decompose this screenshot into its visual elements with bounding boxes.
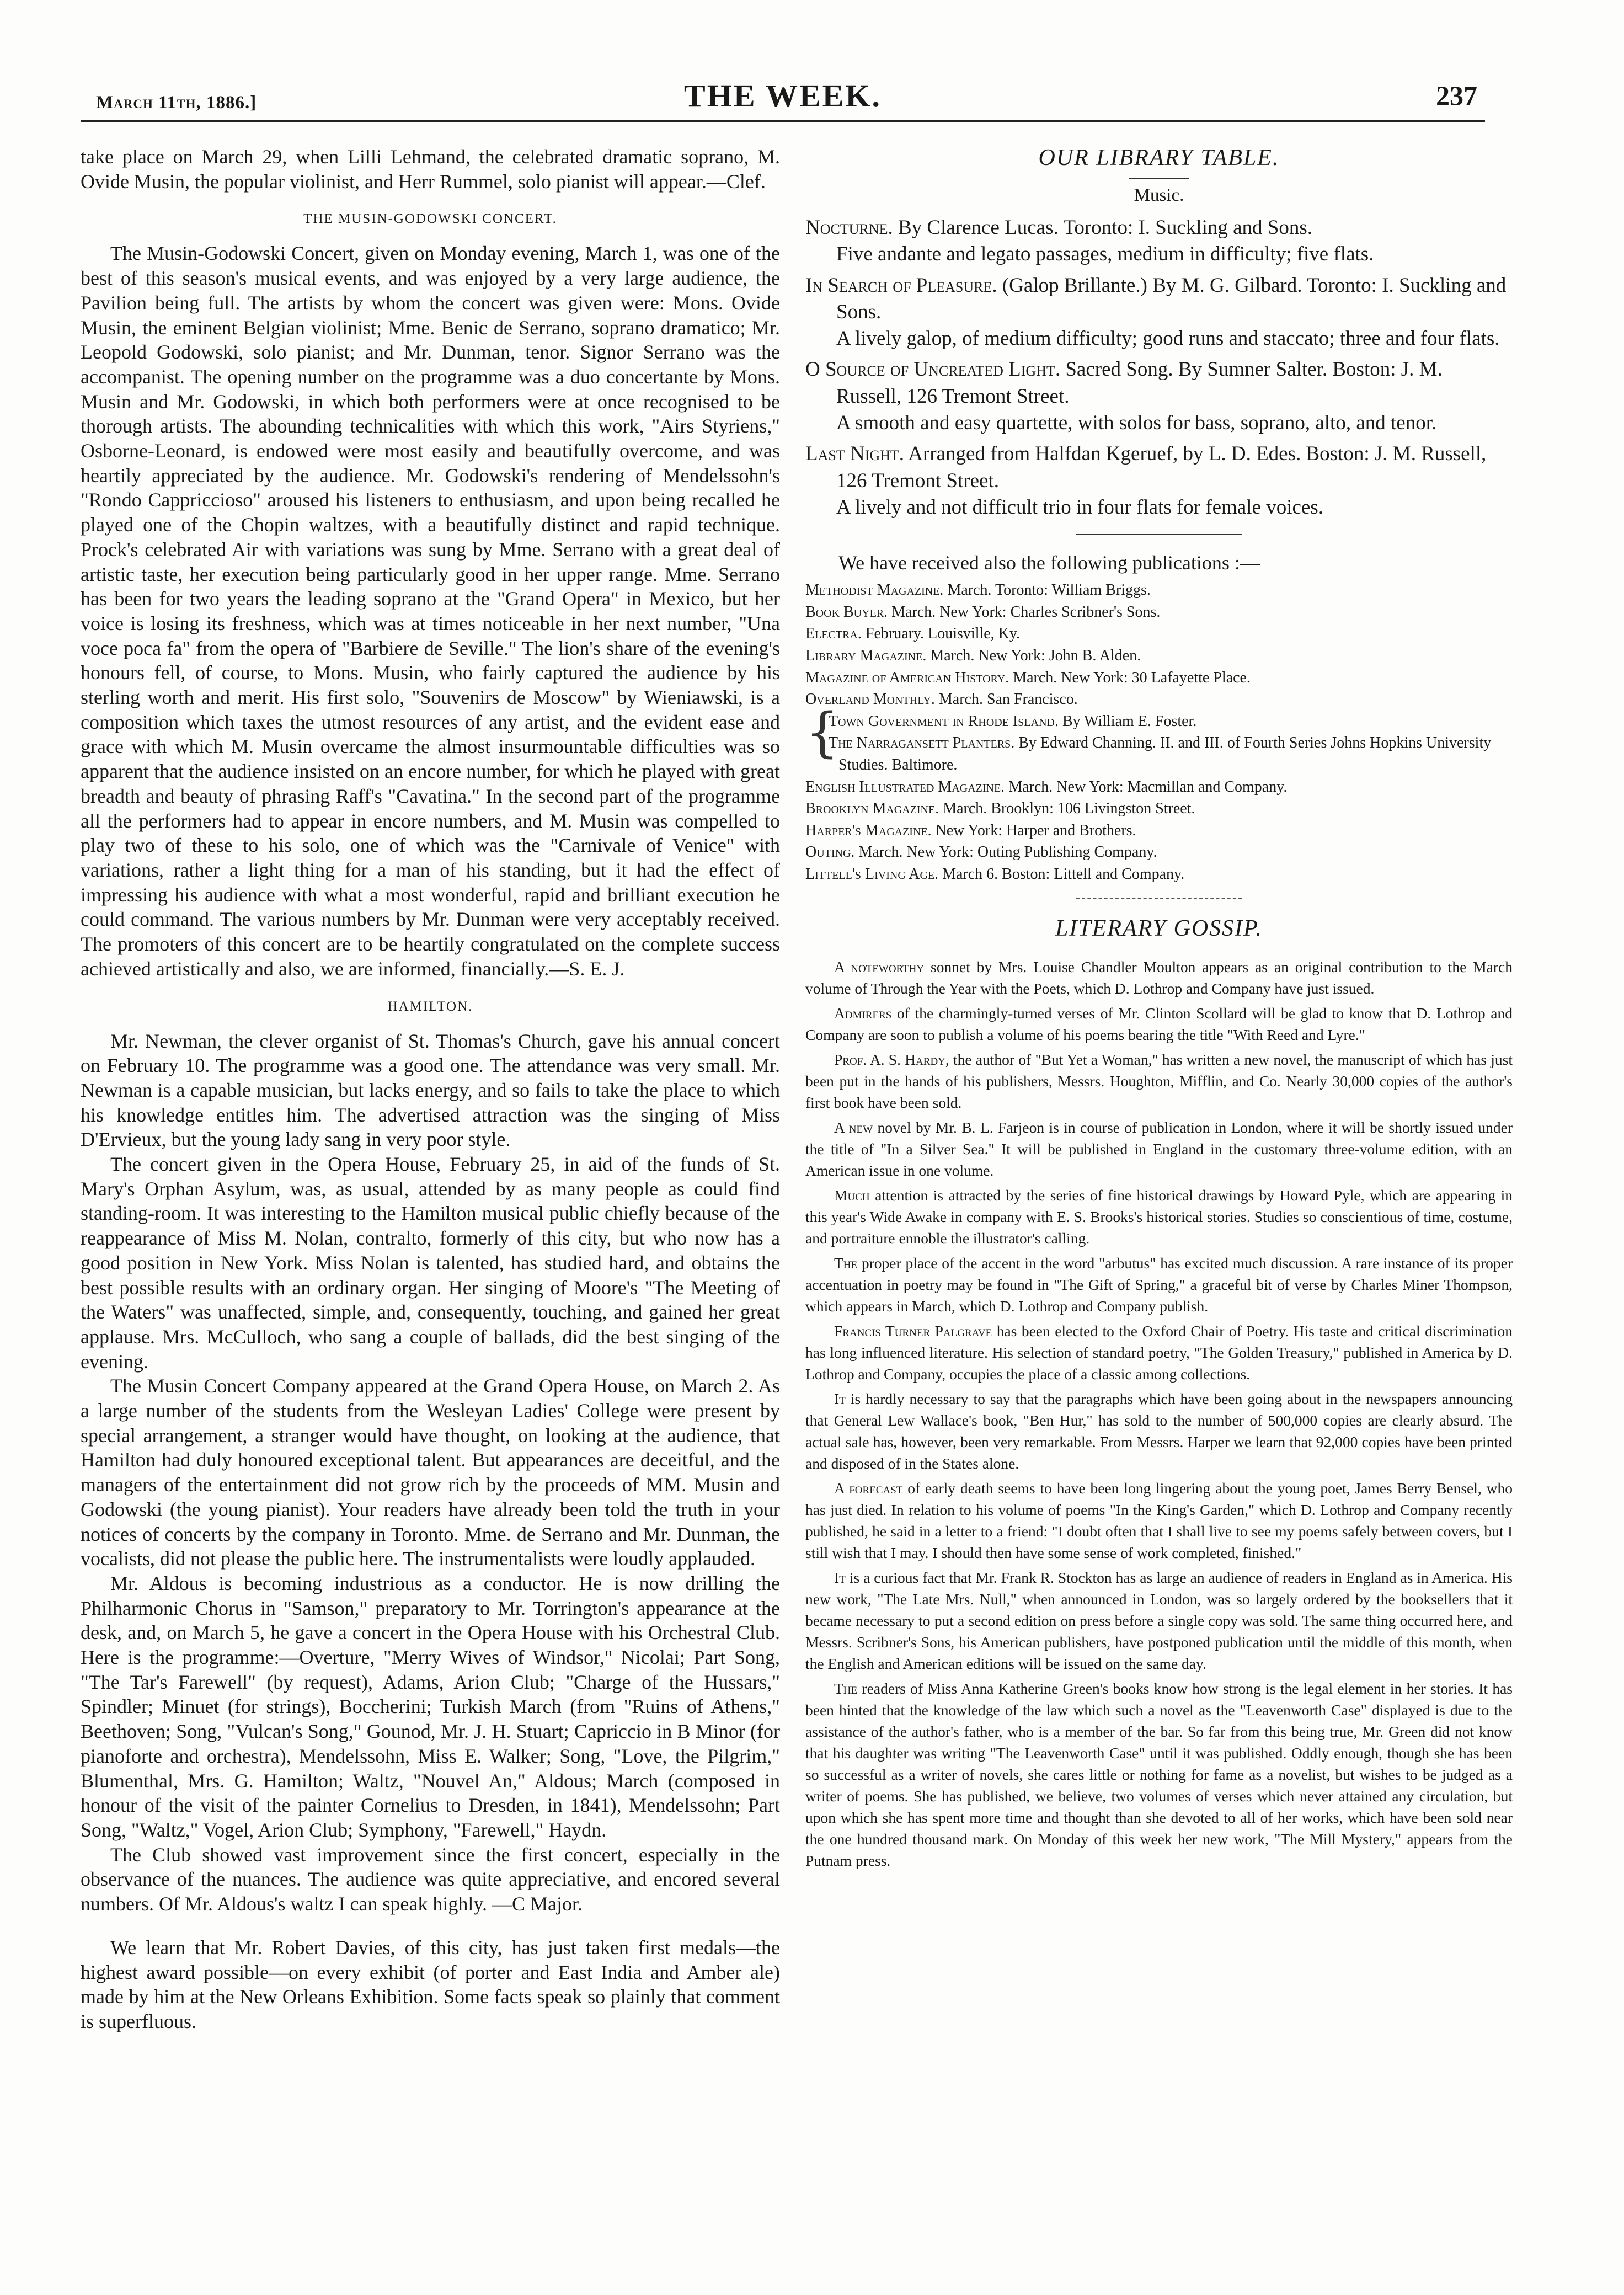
music-title: Last Night. (805, 442, 905, 466)
publication-name: Harper's Magazine. (805, 821, 932, 839)
continued-paragraph: take place on March 29, when Lilli Lehmand, the celebrated dramatic soprano, M. Ovide Musin, the popular violinist, and Herr Rummel, solo pianist will appear.—Clef. (81, 146, 780, 193)
gossip-lead: Francis Turner Palgrave (834, 1322, 992, 1339)
gossip-text: sonnet by Mrs. Louise Chandler Moulton appears as an original contribution to the March volume of Through the Year with the Poets, which D. Lothrop and Company have just issued. (805, 958, 1513, 997)
publication-entry (822, 711, 1513, 733)
music-description: A lively and not difficult trio in four flats for female voices. (836, 495, 1323, 519)
publication-name: Book Buyer. (805, 603, 888, 621)
publication-entry (805, 863, 1513, 885)
gossip-paragraph (805, 1002, 1513, 1045)
publication-name: Littell's Living Age. (805, 865, 939, 883)
gossip-lead: A noteworthy (834, 958, 925, 975)
gossip-paragraph (805, 1049, 1513, 1113)
music-title: O Source of Uncreated Light. (805, 358, 1061, 381)
publication-name: English Illustrated Magazine. (805, 778, 1005, 796)
hamilton-paragraph-4: Mr. Aldous is becoming industrious as a conductor. He is now drilling the Philharmonic Chorus in "Samson," preparatory to Mr. Torrington's appearance at the desk, and, on March 5, he gave a concert in the Opera House with his Orchestral Club. Here is the programme:—Overture, "Merry Wives of Windsor," Nicolai; Part Song, "The Tar's Farewell" (by request), Adams, Arion Club; "Charge of the Hussars," Spindler; Minuet (for strings), Boccherini; Turkish March (from "Ruins of Athens," Beethoven; Song, "Vulcan's Song," Gounod, Mr. J. H. Stuart; Capriccio in B Minor (for pianoforte and orchestra), Mendelssohn, Miss E. Walker; Song, "Love, the Pilgrim," Blumenthal, Mrs. G. Hamilton; Waltz, "Nouvel An," Aldous; March (composed in honour of the visit of the painter Cornelius to Dresden, in 1841), Mendelssohn; Part Song, "Waltz," Vogel, Arion Club; Symphony, "Farewell," Haydn. (81, 1572, 780, 1841)
publication-name: Library Magazine. (805, 647, 927, 665)
publication-entry (822, 732, 1513, 776)
gossip-lead: Admirers (834, 1004, 892, 1022)
hamilton-paragraph-5: The Club showed vast improvement since the first concert, especially in the observance of the nuances. The audience was quite appreciative, and encored several numbers. Of Mr. Aldous's waltz I can speak highly. —C Major. (81, 1843, 780, 1915)
publication-entry (805, 645, 1513, 667)
publication-details: March. New York: Outing Publishing Company. (854, 844, 1157, 861)
music-description: A smooth and easy quartette, with solos for bass, soprano, alto, and tenor. (836, 412, 1437, 435)
gossip-text: attention is attracted by the series of fine historical drawings by Howard Pyle, which are appearing in this year's Wide Awake in company with E. S. Brooks's historical stories. Studies so conscientious of time, costume, and portraiture ennoble the illustrator's calling. (805, 1186, 1513, 1247)
music-title: In Search of Pleasure. (805, 274, 997, 297)
literary-gossip-title: LITERARY GOSSIP. (1055, 915, 1263, 941)
right-column (805, 145, 1513, 1875)
publication-details: New York: Harper and Brothers. (931, 821, 1136, 839)
publication-details: March. New York: Macmillan and Company. (1005, 778, 1288, 796)
gossip-lead: It (834, 1390, 846, 1407)
gossip-text: novel by Mr. B. L. Farjeon is in course of publication in London, where it will be shortly issued under the title of "In a Silver Sea." It will be published in England in the customary three-volume edition, with an American issue in one volume. (805, 1118, 1513, 1179)
publication-name: Overland Monthly. (805, 691, 935, 708)
music-label: Music. (1134, 185, 1184, 205)
music-entry (805, 356, 1513, 410)
publications-bracket-group (805, 701, 1513, 776)
publication-entry (805, 841, 1513, 863)
music-details: Arranged from Halfdan Kgeruef, by L. D. Edes. Boston: J. M. Russell, 126 Tremont Street. (836, 442, 1487, 492)
publication-details: March. New York: Charles Scribner's Sons. (888, 603, 1161, 621)
music-title: Nocturne. (805, 216, 893, 239)
hamilton-paragraph-3: The Musin Concert Company appeared at the Grand Opera House, on March 2. As a large number of the students from the Wesleyan Ladies' College were present by special arrangement, a stranger would have thought, on looking at the audience, that Hamilton had duly honoured exceptional talent. But appearances are deceitful, and the managers of the entertainment did not grow rich by the proceeds of MM. Musin and Godowski (the young pianist). Your readers have already been told the truth in your notices of concerts by the company in Toronto. Mme. de Serrano and Mr. Dunman, the vocalists, did not please the public here. The instrumentalists were loudly applauded. (81, 1375, 780, 1570)
gossip-text: of early death seems to have been long lingering about the young poet, James Berry Bensel, who has just died. In relation to his volume of poems "In the King's Garden," which D. Lothrop and Company recently published, he said in a letter to a friend: "I doubt often that I shall live to see my poems safely between covers, but I still wish that I may. I should then have some sense of work completed, finished." (805, 1479, 1513, 1561)
publication-details: March. New York: 30 Lafayette Place. (1009, 669, 1251, 686)
gossip-text: of the charmingly-turned verses of Mr. Clinton Scollard will be glad to know that D. Lothrop and Company are soon to publish a volume of his poems bearing the title "With Reed and Lyre." (805, 1004, 1513, 1043)
masthead: THE WEEK. (684, 78, 882, 114)
publication-name: The Narragansett Planters. (829, 734, 1015, 752)
gossip-text: is hardly necessary to say that the paragraphs which have been going about in the newspapers announcing that General Lew Wallace's book, "Ben Hur," has sold to the number of 500,000 copies are clearly absurd. The actual sale has, however, been very remarkable. From Messrs. Harper we learn that 92,000 copies have been printed and disposed of in the States alone. (805, 1390, 1513, 1472)
publication-entry (805, 776, 1513, 798)
section-rule (1076, 534, 1242, 535)
gossip-text: the author of "But Yet a Woman," has written a new novel, the manuscript of which has just been put in the hands of his publishers, Messrs. Houghton, Mifflin, and Co. Nearly 30,000 copies of the author's first book have been sold. (805, 1050, 1513, 1111)
concert-review-paragraph: The Musin-Godowski Concert, given on Monday evening, March 1, was one of the best of this season's musical events, and was enjoyed by a very large audience, the Pavilion being full. The artists by whom the concert was given were: Mons. Ovide Musin, the eminent Belgian violinist; Mme. Benic de Serrano, soprano dramatico; Mr. Leopold Godowski, solo pianist; and Mr. Dunman, tenor. Signor Serrano was the accompanist. The opening number on the programme was a duo concertante by Mons. Musin and Mr. Godowski, in which both performers were at once recognised to be thorough artists. The abounding technicalities with which this work, "Airs Styriens," Osborne-Leonard, is endowed were most easily and beautifully overcome, and was heartily appreciated by the audience. Mr. Godowski's rendering of Mendelssohn's "Rondo Cappriccioso" aroused his listeners to enthusiasm, and upon being recalled he played one of the Chopin waltzes, with a beautifully distinct and rapid technique. Prock's celebrated Air with variations was sung by Mme. Serrano with a great deal of artistic taste, her execution being particularly good in her upper range. Mme. Serrano has been for two years the leading soprano at the "Grand Opera" in Mexico, but her voice is losing its freshness, which was at times noticeable in her next number, "Una voce poca fa" from the opera of "Barbiere de Seville." The lion's share of the evening's honours fell, of course, to Mons. Musin, who fairly captured the audience by his sterling worth and merit. His first solo, "Souvenirs de Moscow" by Wieniawski, is a composition which taxes the utmost resources of any artist, and the evident ease and grace with which M. Musin overcame the almost insurmountable difficulties was so apparent that the audience insisted on an encore number, for which he played with great breadth and beauty of phrasing Raff's "Cavatina." In the second part of the programme all the performers had to appear in encore numbers, and M. Musin was compelled to play two of these to his solo, one of which was the "Carnivale of Venice" with variations, rather a light thing for a man of his standing, but it had the effect of impressing his audience with what a most wonderful, rapid and brilliant execution he could command. The various numbers by Mr. Dunman were very acceptably received. The promoters of this concert are to be heartily congratulated on the complete success achieved artistically and also, we are informed, financially.—S. E. J. (81, 242, 780, 980)
publication-details: February. Louisville, Ky. (861, 625, 1021, 643)
publications-list-continued (805, 776, 1513, 885)
publication-entry (805, 579, 1513, 601)
gossip-paragraph (805, 1184, 1513, 1249)
page-header (81, 77, 1485, 121)
publication-entry (805, 601, 1513, 623)
publication-details: March. New York: John B. Alden. (926, 647, 1141, 665)
publication-entry (805, 623, 1513, 645)
publication-entry (805, 798, 1513, 820)
music-entry (805, 273, 1513, 326)
brace-glyph: { (805, 701, 840, 764)
publication-entry (805, 688, 1513, 711)
gossip-lead: The (834, 1254, 858, 1272)
gossip-lead: It (834, 1568, 846, 1586)
title-rule (1129, 178, 1189, 179)
music-list (805, 215, 1513, 521)
gossip-lead: Prof. A. S. Hardy, (834, 1050, 949, 1068)
header-rule (81, 120, 1485, 122)
gossip-text: has been elected to the Oxford Chair of Poetry. His taste and critical discrimination has long influenced literature. His selection of standard poetry, "The Golden Treasury," published in America by D. Lothrop and Company, occupies the place of a classic among collections. (805, 1322, 1513, 1383)
gossip-paragraph (805, 956, 1513, 999)
music-details: (Galop Brillante.) By M. G. Gilbard. Toronto: I. Suckling and Sons. (836, 274, 1507, 323)
left-column (81, 145, 780, 2034)
gossip-lead: A new (834, 1118, 873, 1136)
publication-details: March. Toronto: William Briggs. (943, 581, 1151, 599)
gossip-paragraph (805, 1252, 1513, 1317)
gossip-paragraph (805, 1477, 1513, 1563)
gossip-text: is a curious fact that Mr. Frank R. Stockton has as large an audience of readers in England as in America. His new work, "The Late Mrs. Null," when announced in London, was so largely ordered by the booksellers that it became necessary to put a second edition on press before a single copy was sold. The same thing occurred here, and Messrs. Scribner's Sons, his American publishers, have postponed publication until the middle of this month, when the English and American editions will be issued on the same day. (805, 1568, 1513, 1672)
gossip-paragraph (805, 1678, 1513, 1871)
section-heading-musin-godowski: THE MUSIN-GODOWSKI CONCERT. (303, 211, 557, 227)
publications-list (805, 579, 1513, 711)
publication-name: Outing. (805, 844, 855, 861)
publication-entry (805, 667, 1513, 689)
gossip-text: readers of Miss Anna Katherine Green's books know how strong is the legal element in her stories. It has been hinted that the knowledge of the law which such a novel as the "Leavenworth Case" displayed is due to the assistance of the author's father, who is a member of the bar. So far from this being true, Mr. Green did not know that his daughter was writing "The Leavenworth Case" until it was published. Oddly enough, though she has been so successful as a writer of novels, she cares little or nothing for fame as a novelist, but wishes to be judged as a writer of poems. She has published, we believe, two volumes of verses which never attained any circulation, but upon which she has spent more time and thought than she devoted to all of her works, which have been sold near the one hundred thousand mark. On Monday of this week her new work, "The Mill Mystery," appears from the Putnam press. (805, 1679, 1513, 1869)
hamilton-paragraph-2: The concert given in the Opera House, February 25, in aid of the funds of St. Mary's Orphan Asylum, was, as usual, attended by as many people as could find standing-room. It was interesting to the Hamilton musical public chiefly because of the reappearance of Miss M. Nolan, contralto, formerly of this city, but who now has a good position in New York. Miss Nolan is talented, has studied hard, and obtains the best possible results with an ordinary organ. Her singing of Moore's "The Meeting of the Waters" was unaffected, simple, and, consequently, touching, and gained her great applause. Mrs. McCulloch, who sang a couple of ballads, did the best singing of the evening. (81, 1153, 780, 1373)
gossip-paragraph (805, 1320, 1513, 1385)
publication-details: March 6. Boston: Littell and Company. (938, 865, 1185, 883)
music-details: Sacred Song. By Sumner Salter. Boston: J. M. Russell, 126 Tremont Street. (836, 358, 1443, 408)
publication-name: Methodist Magazine. (805, 581, 944, 599)
publications-intro: We have received also the following publications :— (838, 552, 1260, 574)
gossip-text: proper place of the accent in the word "arbutus" has excited much discussion. A rare instance of its proper accentuation in poetry may be found in "The Gift of Spring," a graceful bit of verse by Charles Miner Thompson, which appears in March, which D. Lothrop and Company publish. (805, 1254, 1513, 1315)
gossip-paragraph (805, 1567, 1513, 1674)
publication-details: March. Brooklyn: 106 Livingston Street. (939, 800, 1195, 818)
music-entry (805, 215, 1513, 241)
publication-name: Town Government in Rhode Island. (829, 712, 1059, 730)
publication-entry (805, 820, 1513, 842)
section-rule (1076, 898, 1242, 899)
publication-details: By Edward Channing. II. and III. of Fourth Series Johns Hopkins University Studies. Baltimore. (838, 734, 1492, 774)
music-details: By Clarence Lucas. Toronto: I. Suckling and Sons. (893, 216, 1313, 239)
issue-date: March 11th, 1886.] (96, 93, 257, 113)
literary-gossip-list (805, 956, 1513, 1871)
gossip-paragraph (805, 1117, 1513, 1181)
music-entry (805, 441, 1513, 494)
music-description: A lively galop, of medium difficulty; good runs and staccato; three and four flats. (836, 327, 1500, 350)
gossip-paragraph (805, 1388, 1513, 1474)
publication-details: By William E. Foster. (1058, 712, 1197, 730)
bracketed-publications (822, 711, 1513, 776)
hamilton-paragraph-1: Mr. Newman, the clever organist of St. Thomas's Church, gave his annual concert on February 10. The programme was a good one. The attendance was very small. Mr. Newman is a capable musician, but lacks energy, and so fails to take the place to which his knowledge entitles him. The advertised attraction was the singing of Miss D'Ervieux, but the young lady sang in very poor style. (81, 1029, 780, 1151)
gossip-lead: The (834, 1679, 858, 1697)
publication-name: Magazine of American History. (805, 669, 1009, 686)
gossip-lead: A forecast (834, 1479, 903, 1497)
music-description: Five andante and legato passages, medium in difficulty; five flats. (836, 243, 1374, 266)
section-heading-hamilton: HAMILTON. (387, 999, 473, 1014)
davies-paragraph: We learn that Mr. Robert Davies, of this city, has just taken first medals—the highest award possible—on every exhibit (of porter and East India and Amber ale) made by him at the New Orleans Exhibition. Some facts speak so plainly that comment is superfluous. (81, 1936, 780, 2032)
page-number: 237 (1436, 80, 1477, 111)
publication-name: Brooklyn Magazine. (805, 800, 939, 818)
library-table-title: OUR LIBRARY TABLE. (1038, 145, 1280, 170)
publication-name: Electra. (805, 625, 862, 643)
gossip-lead: Much (834, 1186, 870, 1204)
publication-details: March. San Francisco. (934, 691, 1078, 708)
